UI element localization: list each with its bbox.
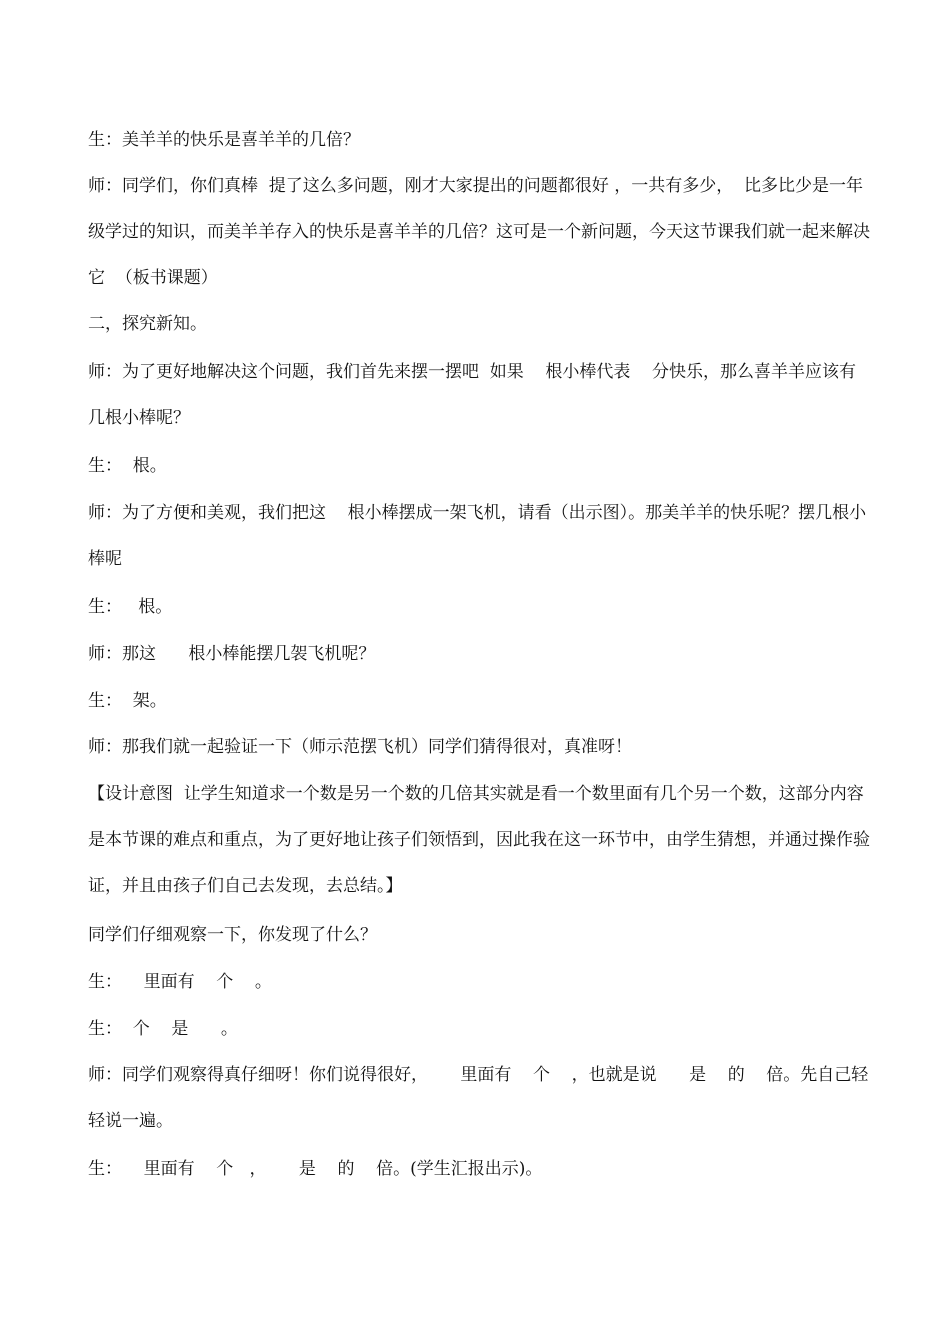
paragraph-10: 师：那我们就一起验证一下（师示范摆飞机）同学们猜得很对，真准呀！ (88, 737, 632, 757)
paragraph-7: 生： 根。 (88, 597, 173, 617)
paragraph-4: 师：为了更好地解决这个问题，我们首先来摆一摆吧 如果 根小棒代表 分快乐，那么喜羊羊应该有几根小棒呢？ (88, 362, 857, 428)
paragraph-6: 师：为了方便和美观，我们把这 根小棒摆成一架飞机，请看（出示图）。那美羊羊的快乐呢？摆几根小棒呢 (88, 503, 867, 569)
paragraph-12: 同学们仔细观察一下，你发现了什么？ (88, 925, 377, 945)
paragraph-13: 生： 里面有 个 。 (88, 972, 272, 992)
paragraph-16: 生： 里面有 个 ， 是 的 倍。(学生汇报出示)。 (88, 1159, 543, 1179)
paragraph-14: 生： 个 是 。 (88, 1019, 238, 1039)
paragraph-2: 师：同学们，你们真棒 提了这么多问题，刚才大家提出的问题都很好 ，一共有多少， 比多比少是一年级学过的知识，而美羊羊存入的快乐是喜羊羊的几倍？这可是一个新问题，今天这节课我们就一起来解决它 （板书课题） (88, 176, 870, 288)
paragraph-1: 生：美羊羊的快乐是喜羊羊的几倍？ (88, 130, 360, 150)
paragraph-11: 【设计意图 让学生知道求一个数是另一个数的几倍其实就是看一个数里面有几个另一个数，这部分内容是本节课的难点和重点，为了更好地让孩子们领悟到，因此我在这一环节中，由学生猜想，并通过操作验证，并且由孩子们自己去发现，去总结。】 (88, 784, 870, 896)
paragraph-9: 生： 架。 (88, 691, 167, 711)
paragraph-5: 生： 根。 (88, 456, 167, 476)
paragraph-3: 二，探究新知。 (88, 314, 207, 334)
paragraph-8: 师：那这 根小棒能摆几袈飞机呢？ (88, 644, 376, 664)
paragraph-15: 师：同学们观察得真仔细呀！你们说得很好， 里面有 个 ，也就是说 是 的 倍。先自己轻轻说一遍。 (88, 1065, 869, 1131)
